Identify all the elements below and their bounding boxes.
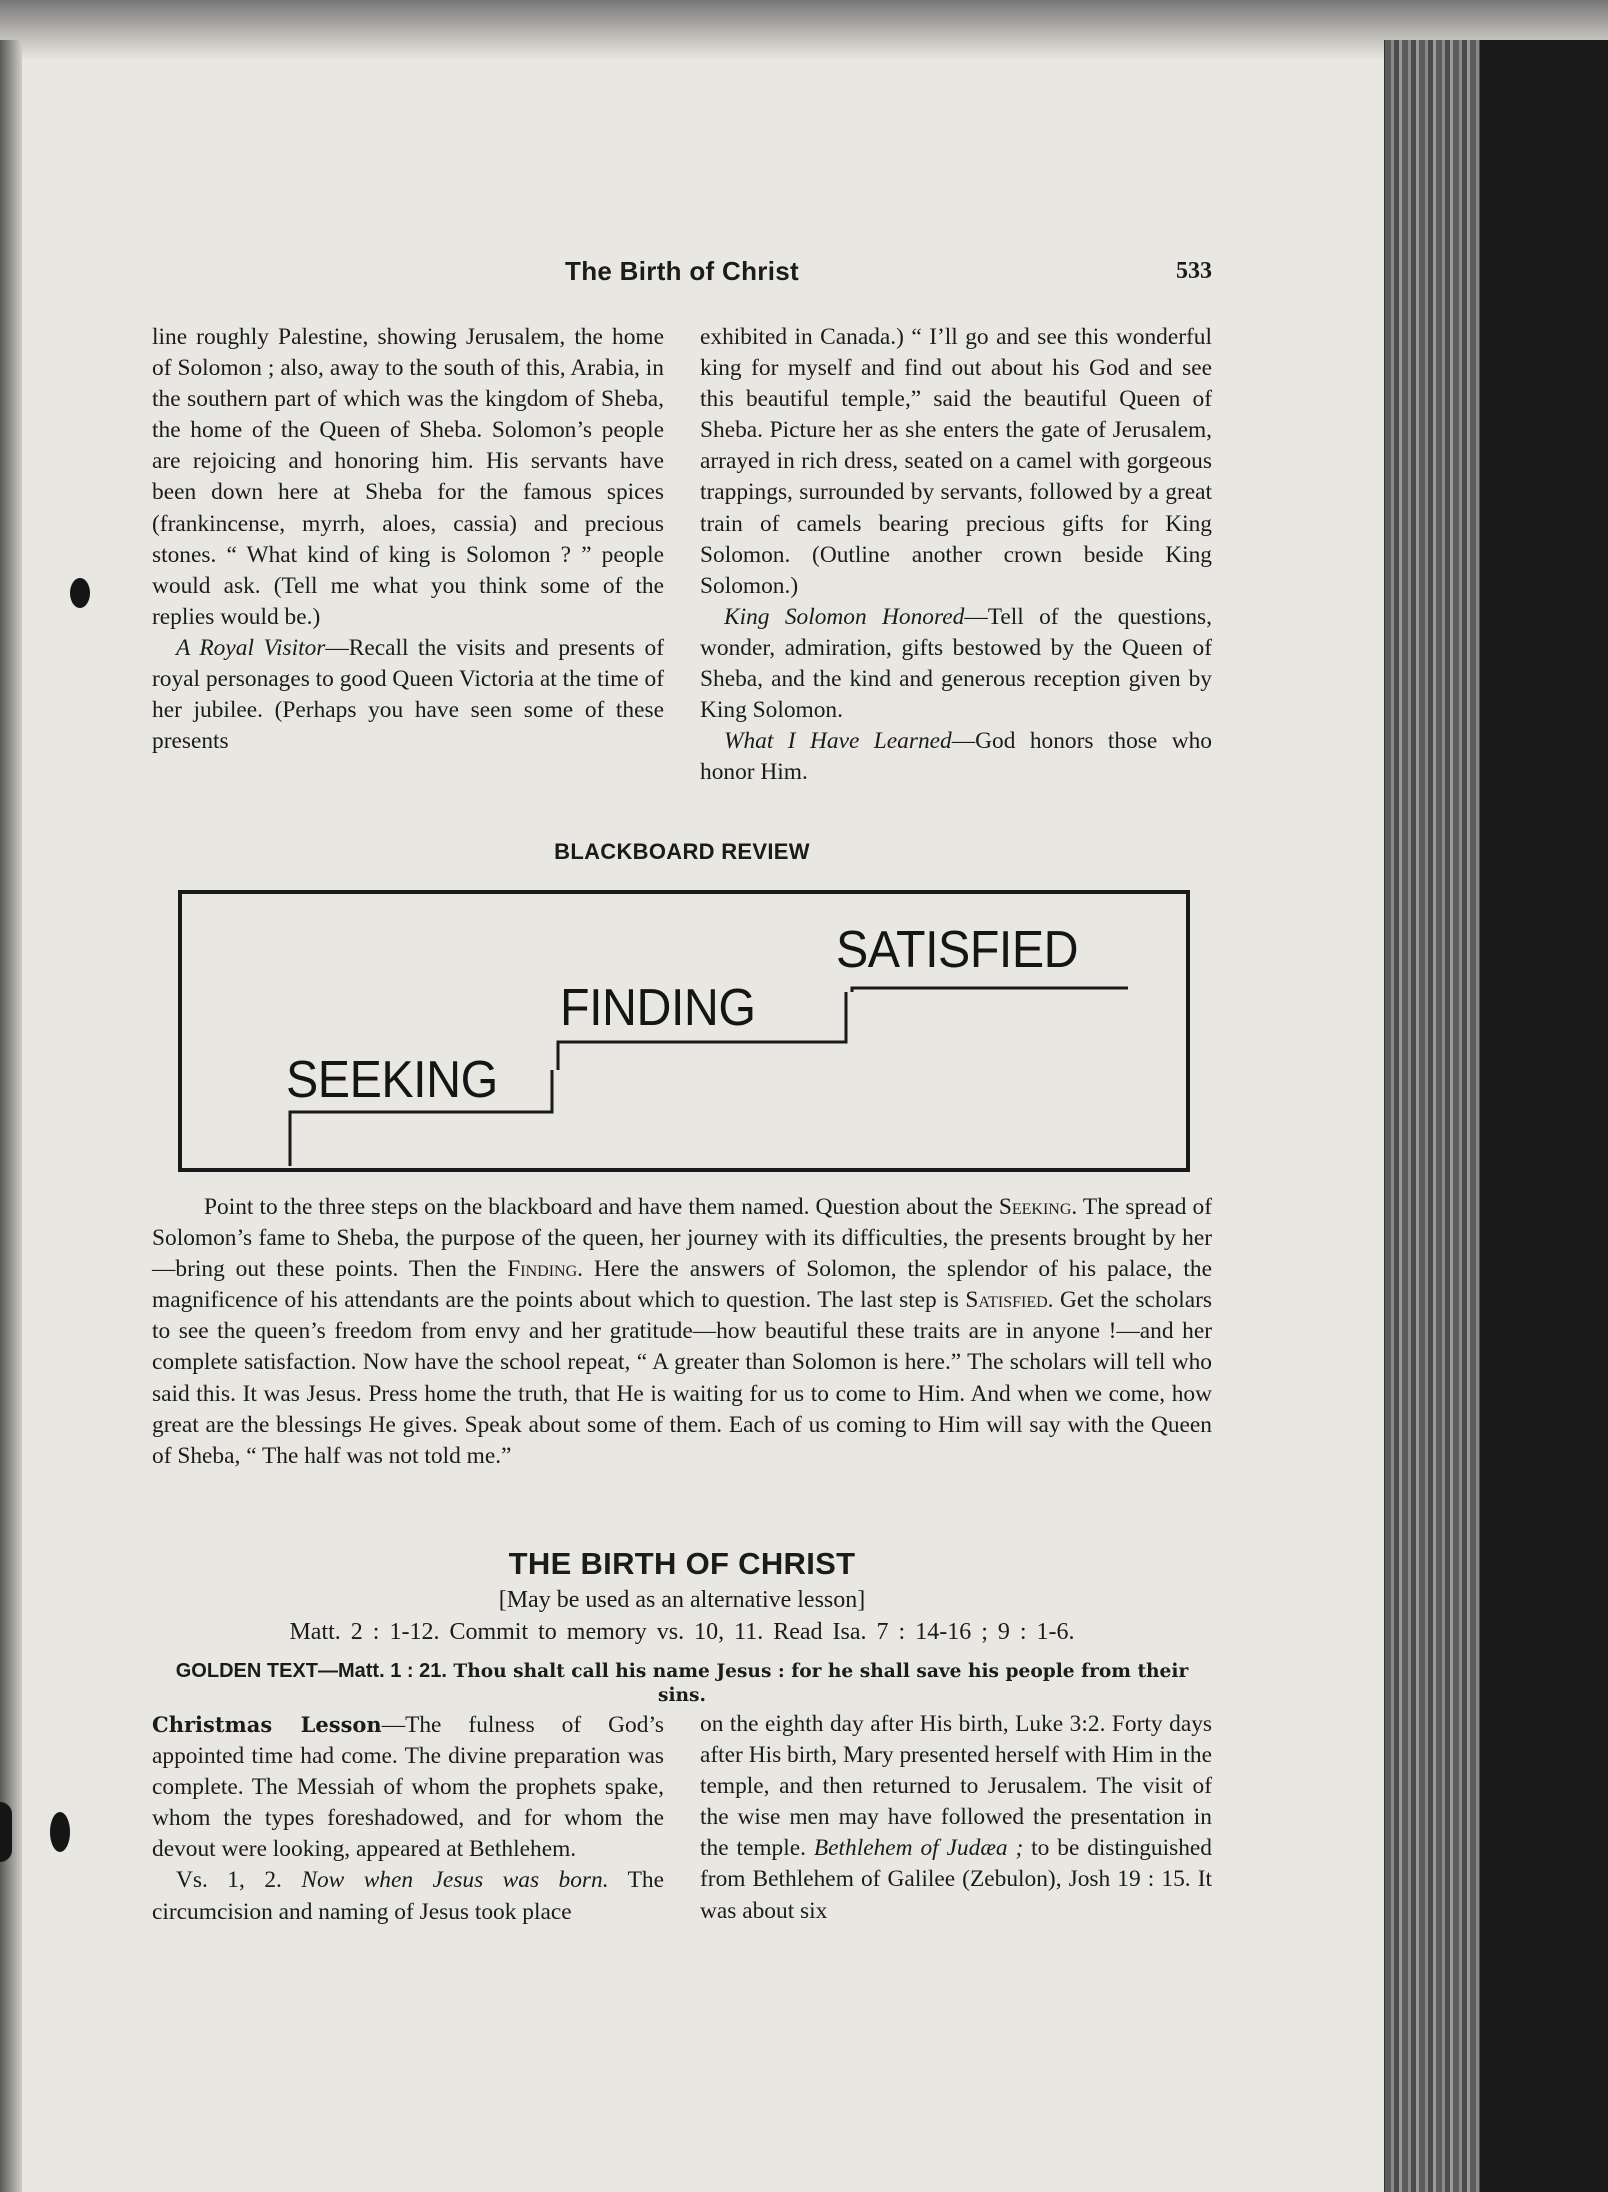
lower-columns	[152, 1709, 1212, 1928]
bethlehem-text: to be distinguished from Bethlehem of Galilee (Zebulon), Josh 19 : 15. It was about six	[700, 1835, 1212, 1924]
running-header	[152, 256, 1212, 296]
binding-hole	[0, 1802, 12, 1862]
verses-text: The circumcision and naming of Jesus took place	[152, 1867, 665, 1925]
lesson-references: Matt. 2 : 1-12. Commit to memory vs. 10, 11. Read Isa. 7 : 14-16 ; 9 : 1-6.	[289, 1619, 1075, 1645]
page-number: 533	[1176, 258, 1212, 284]
bethlehem-italic: Bethlehem of Judæa ;	[813, 1835, 1024, 1862]
review-part-3: Here the answers of Solomon, the splendor of his palace, the magnificence of his attendants are the points about which to question. The last step is	[152, 1256, 1212, 1314]
binding-hole	[50, 1812, 70, 1852]
learned-text: —God honors those who honor Him.	[700, 728, 1212, 786]
paragraph-learned	[700, 726, 1212, 788]
step-label-seeking: SEEKING	[286, 1051, 498, 1109]
blackboard-heading: BLACKBOARD REVIEW	[554, 839, 810, 864]
upper-left-column	[152, 322, 664, 788]
lesson-title: THE BIRTH OF CHRIST	[508, 1546, 856, 1581]
royal-visitor-label: A Royal Visitor	[176, 634, 326, 661]
review-part-4: Get the scholars to see the queen’s freedom from envy and her gratitude—how beautiful these traits are in anyone !—and her complete satisfaction. Now have the school repeat, “ A greater than Solomon is here.” The scholars will tell who said this. It was Jesus. Press home the truth, that He is waiting for us to come to Him. And when we come, how great are the blessings He gives. Speak about some of them. Each of us coming to Him will say with the Queen of Sheba, “ The half was not told me.”	[152, 1287, 1212, 1469]
honored-label: King Solomon Honored	[724, 603, 965, 630]
paragraph-solomon-honored	[700, 602, 1212, 726]
golden-text	[152, 1659, 1212, 1708]
honored-text: —Tell of the questions, wonder, admiration, gifts bestowed by the Queen of Sheba, and the kind and generous reception given by King Solomon.	[700, 603, 1212, 724]
golden-text-body: Thou shalt call his name Jesus : for he shall save his people from their sins.	[453, 1661, 1189, 1706]
lower-right-column	[700, 1709, 1212, 1928]
review-satisfied: Satisfied.	[965, 1287, 1054, 1314]
facing-page-edge	[0, 40, 22, 2192]
scan-top-shadow	[0, 0, 1608, 60]
christmas-label: Christmas Lesson	[152, 1712, 382, 1737]
verses-italic: Now when Jesus was born.	[301, 1867, 609, 1894]
golden-text-label: GOLDEN TEXT—Matt. 1 : 21.	[175, 1660, 447, 1682]
step-label-satisfied: SATISFIED	[836, 921, 1079, 979]
royal-visitor-text: —Recall the visits and presents of royal personages to good Queen Victoria at the time of her jubilee. (Perhaps you have seen some of these presents	[152, 634, 664, 755]
eighth-day-text: on the eighth day after His birth, Luke 3:2. Forty days after His birth, Mary presented herself with Him in the temple, and then returned to Jerusalem. The visit of the wise men may have followed the presentation in the temple.	[700, 1711, 1212, 1862]
upper-right-column	[700, 322, 1212, 788]
upper-columns	[152, 322, 1212, 788]
lesson-note: [May be used as an alternative lesson]	[498, 1587, 866, 1613]
paragraph-royal-visitor	[152, 633, 664, 757]
verses-ref: Vs. 1, 2.	[176, 1867, 302, 1894]
review-text	[152, 1192, 1212, 1472]
blackboard-diagram	[178, 890, 1190, 1172]
review-paragraph	[152, 1192, 1212, 1472]
paragraph-christmas-lesson	[152, 1709, 664, 1865]
christmas-text: —The fulness of God’s appointed time had come. The divine preparation was complete. The Messiah of whom the prophets spake, whom the types foreshadowed, and for whom the devout were looking, appeared at Bethlehem.	[152, 1712, 664, 1863]
review-finding: Finding.	[507, 1256, 584, 1283]
paragraph-eighth-day	[700, 1709, 1212, 1927]
step-label-finding: FINDING	[560, 979, 756, 1037]
lower-left-column	[152, 1709, 664, 1928]
review-part-2: The spread of Solomon’s fame to Sheba, the purpose of the queen, her journey with its difficulties, the presents brought by her—bring out these points. Then the	[152, 1194, 1212, 1283]
binding-hole	[70, 578, 90, 608]
step-line-satisfied	[852, 988, 1128, 992]
paragraph-exhibited: exhibited in Canada.) “ I’ll go and see this wonderful king for myself and find out about his God and see this beautiful temple,” said the beautiful Queen of Sheba. Picture her as she enters the gate of Jerusalem, arrayed in rich dress, seated on a camel with gorgeous trappings, surrounded by servants, followed by a great train of camels bearing precious gifts for King Solomon. (Outline another crown beside King Solomon.)	[700, 324, 1212, 599]
learned-label: What I Have Learned	[724, 728, 952, 755]
running-title: The Birth of Christ	[565, 256, 799, 286]
review-seeking: Seeking.	[998, 1194, 1078, 1220]
review-part-1: Point to the three steps on the blackboard and have them named. Question about the	[204, 1194, 993, 1220]
book-page-edges	[1385, 40, 1608, 2192]
paragraph-palestine: line roughly Palestine, showing Jerusalem, the home of Solomon ; also, away to the south of this, Arabia, in the southern part of which was the kingdom of Sheba, the home of the Queen of Sheba. Solomon’s people are rejoicing and honoring him. His servants have been down here at Sheba for the famous spices (frankincense, myrrh, aloes, cassia) and precious stones. “ What kind of king is Solomon ? ” people would ask. (Tell me what you think some of the replies would be.)	[152, 324, 664, 630]
paragraph-verses	[152, 1865, 664, 1927]
